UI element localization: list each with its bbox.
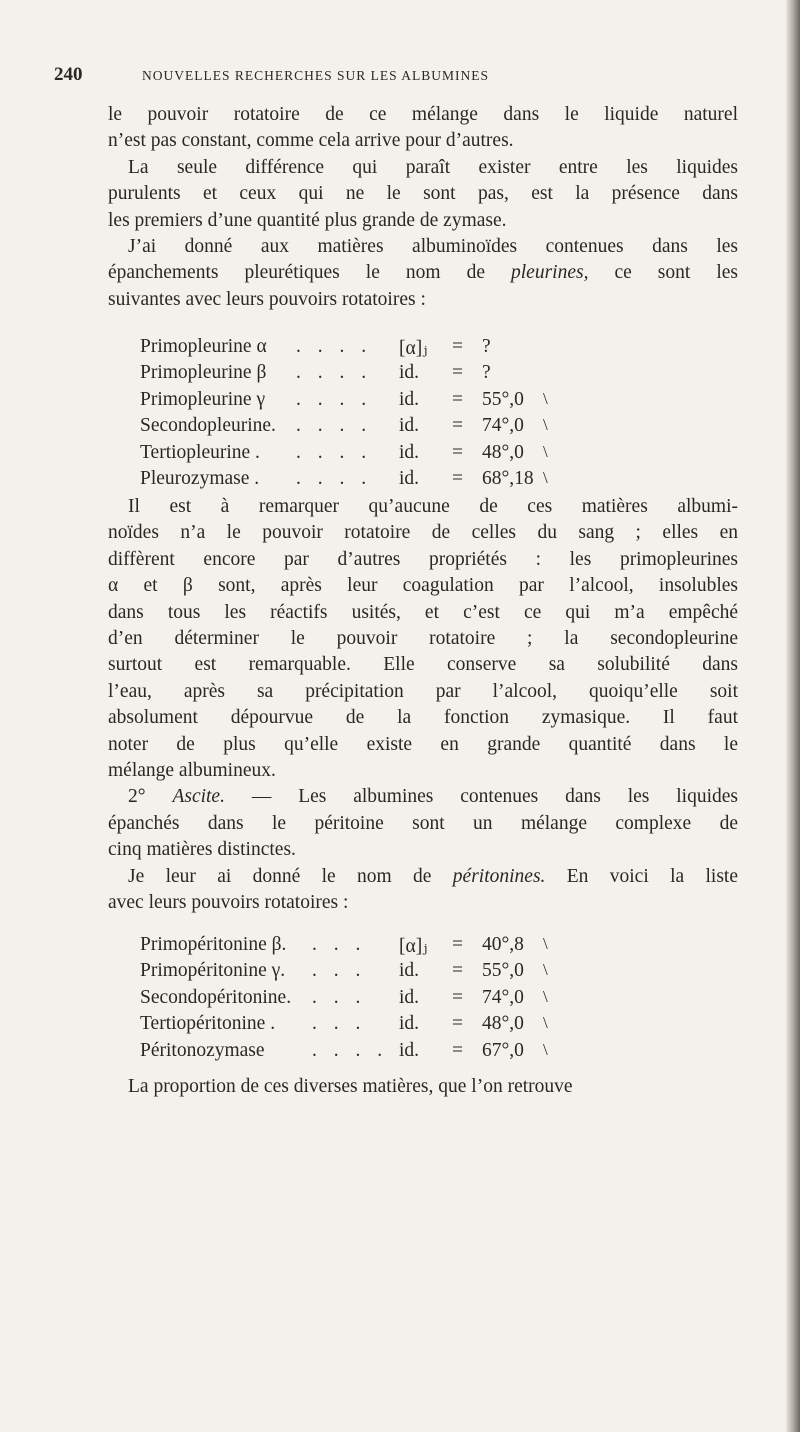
- section-number: 2°: [128, 786, 146, 808]
- leader-dots: . . . .: [296, 362, 373, 384]
- rotation-symbol: id.: [399, 1039, 420, 1061]
- equals-sign: =: [452, 441, 463, 463]
- leader-dots: . . . .: [296, 388, 373, 410]
- text-line: diffèrent encore par d’autres propriétés : les primopleurines: [108, 548, 738, 570]
- levorotatory-sign: \: [543, 415, 548, 435]
- paragraph-closing: [108, 1074, 738, 1100]
- text-line: suivantes avec leurs pouvoirs rotatoires :: [108, 288, 426, 310]
- compound-name: Pleurozymase .: [140, 467, 260, 489]
- equals-sign: =: [452, 934, 463, 955]
- text-line: noter de plus qu’elle existe en grande quantité dans le: [108, 733, 738, 755]
- compound-name: Primopleurine γ: [140, 388, 266, 410]
- equals-sign: =: [452, 1013, 463, 1035]
- compound-name: Primopleurine α: [140, 336, 267, 357]
- text-line: l’eau, après sa précipitation par l’alcool, quoiqu’elle soit: [108, 680, 738, 702]
- text-line: La seule différence qui paraît exister entre les liquides: [128, 156, 738, 178]
- paragraph-pleurines: [108, 234, 738, 313]
- levorotatory-sign: \: [543, 467, 548, 487]
- compound-name: Primopéritonine γ.: [140, 960, 286, 982]
- text-segment: — Les albumines contenues dans les liquides: [224, 786, 738, 808]
- text-line: J’ai donné aux matières albuminoïdes contenues dans les: [128, 236, 738, 257]
- text-line: d’en déterminer le pouvoir rotatoire ; la secondopleurine: [108, 628, 738, 650]
- leader-dots: . . . .: [312, 1039, 389, 1061]
- leader-dots: . . . .: [296, 441, 373, 463]
- text-segment: En voici la liste: [545, 865, 738, 887]
- text-segment: épanchements pleurétiques le nom de: [108, 262, 511, 284]
- rotation-value: 74°,0: [482, 415, 524, 437]
- leader-dots: . . . .: [296, 415, 373, 437]
- text-line: Il est à remarquer qu’aucune de ces matières albumi-: [128, 496, 738, 517]
- term-peritonines: péritonines.: [452, 865, 546, 887]
- paragraph-continuation: [108, 102, 738, 155]
- equals-sign: =: [452, 467, 463, 489]
- page-edge-shadow: [786, 0, 800, 1432]
- rotation-symbol: [α]ⱼ: [399, 936, 428, 957]
- compound-name: Primopéritonine β.: [140, 934, 287, 955]
- levorotatory-sign: \: [543, 1013, 548, 1033]
- text-line: La proportion de ces diverses matières, que l’on retrouve: [128, 1076, 573, 1097]
- rotation-symbol: id.: [399, 986, 420, 1008]
- text-line: purulents et ceux qui ne le sont pas, est la présence dans: [108, 183, 738, 205]
- text-line: absolument dépourvue de la fonction zymasique. Il faut: [108, 707, 738, 729]
- compound-name: Secondopleurine.: [140, 415, 276, 437]
- compound-name: Tertiopleurine .: [140, 441, 260, 463]
- paragraph-peritonines: [108, 864, 738, 917]
- compound-name: Secondopéritonine.: [140, 986, 292, 1008]
- text-line: avec leurs pouvoirs rotatoires :: [108, 892, 349, 913]
- rotation-symbol: id.: [399, 415, 420, 437]
- running-head: NOUVELLES RECHERCHES SUR LES ALBUMINES: [142, 68, 490, 83]
- section-title-ascite: Ascite.: [172, 786, 225, 808]
- rotation-value: 74°,0: [482, 986, 524, 1008]
- rotation-value: 55°,0: [482, 388, 524, 410]
- paragraph-ascite: [108, 784, 738, 863]
- equals-sign: =: [452, 986, 463, 1008]
- text-line: dans tous les réactifs usités, et c’est ce qui m’a empêché: [108, 601, 738, 623]
- leader-dots: . . . .: [296, 467, 373, 489]
- compound-name: Péritonozymase: [140, 1039, 265, 1061]
- levorotatory-sign: \: [543, 986, 548, 1006]
- leader-dots: . . .: [312, 986, 367, 1008]
- rotation-value: 55°,0: [482, 960, 524, 982]
- text-segment: Je leur ai donné le nom de: [128, 865, 453, 887]
- rotation-symbol: id.: [399, 362, 420, 384]
- text-line: surtout est remarquable. Elle conserve sa solubilité dans: [108, 654, 738, 676]
- rotation-symbol: [α]ⱼ: [399, 338, 428, 359]
- text-line: épanchés dans le péritoine sont un mélange complexe de: [108, 812, 738, 834]
- rotation-symbol: id.: [399, 467, 420, 489]
- text-line: noïdes n’a le pouvoir rotatoire de celles du sang ; elles en: [108, 522, 738, 544]
- text-line: [108, 260, 738, 286]
- levorotatory-sign: \: [543, 934, 548, 953]
- rotation-value: 48°,0: [482, 441, 524, 463]
- levorotatory-sign: \: [543, 441, 548, 461]
- compound-name: Tertiopéritonine .: [140, 1013, 276, 1035]
- rotation-symbol: id.: [399, 1013, 420, 1035]
- equals-sign: =: [452, 960, 463, 982]
- leader-dots: . . .: [312, 1013, 367, 1035]
- text-line: [108, 784, 738, 810]
- equals-sign: =: [452, 415, 463, 437]
- equals-sign: =: [452, 388, 463, 410]
- text-line: les premiers d’une quantité plus grande de zymase.: [108, 209, 507, 231]
- text-line: cinq matières distinctes.: [108, 839, 296, 861]
- equals-sign: =: [452, 336, 463, 357]
- paragraph-remark: [108, 494, 738, 784]
- rotation-value: ?: [482, 336, 491, 357]
- text-line: mélange albumineux.: [108, 760, 276, 782]
- text-segment: ce sont les: [588, 262, 738, 284]
- levorotatory-sign: \: [543, 1039, 548, 1059]
- page-number: 240: [54, 64, 83, 85]
- leader-dots: . . . .: [296, 336, 373, 357]
- paragraph-difference: [108, 155, 738, 234]
- text-line: n’est pas constant, comme cela arrive pour d’autres.: [108, 130, 514, 152]
- equals-sign: =: [452, 362, 463, 384]
- page-header: [54, 64, 744, 88]
- rotation-value: 67°,0: [482, 1039, 524, 1061]
- compound-name: Primopleurine β: [140, 362, 267, 384]
- equals-sign: =: [452, 1039, 463, 1061]
- rotation-value: 48°,0: [482, 1013, 524, 1035]
- leader-dots: . . .: [312, 960, 367, 982]
- rotation-value: ?: [482, 362, 491, 384]
- rotation-symbol: id.: [399, 388, 420, 410]
- levorotatory-sign: \: [543, 388, 548, 408]
- rotation-symbol: id.: [399, 441, 420, 463]
- rotation-symbol: id.: [399, 960, 420, 982]
- leader-dots: . . .: [312, 934, 367, 955]
- text-line: α et β sont, après leur coagulation par l’alcool, insolubles: [108, 575, 738, 597]
- rotation-value: 68°,18: [482, 467, 534, 489]
- text-line: le pouvoir rotatoire de ce mélange dans le liquide naturel: [108, 104, 738, 125]
- rotation-value: 40°,8: [482, 934, 524, 955]
- term-pleurines: pleurines,: [511, 262, 589, 284]
- text-line: [108, 864, 738, 890]
- levorotatory-sign: \: [543, 960, 548, 980]
